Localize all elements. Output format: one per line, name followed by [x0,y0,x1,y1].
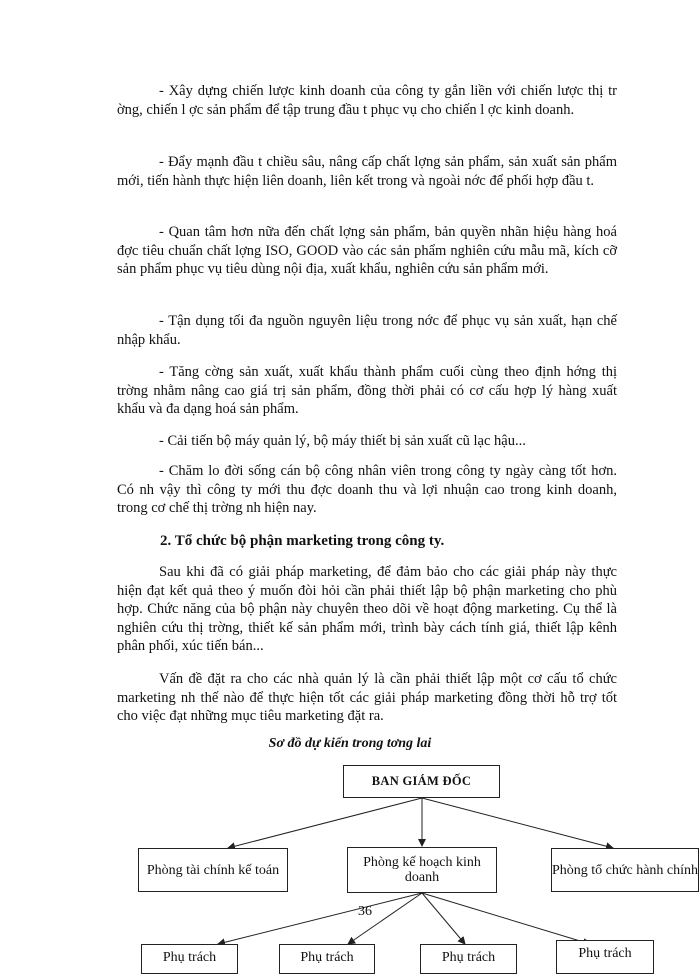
bullet-paragraph-4: - Tận dụng tối đa nguồn nguyên liệu trong nớc để phục vụ sản xuất, hạn chế nhập khẩu. [117,313,617,348]
bullet-paragraph-6: - Cải tiến bộ máy quản lý, bộ máy thiết bị sản xuất cũ lạc hậu... [159,433,526,449]
administration-box: Phòng tổ chức hành chính [551,848,699,892]
connector-to-finance [228,798,422,848]
unit-box-2: Phụ trách [279,944,375,974]
section-heading: 2. Tổ chức bộ phận marketing trong công ty. [160,533,445,549]
page-number: 36 [358,904,372,919]
finance-accounting-box: Phòng tài chính kế toán [138,848,288,892]
connector-to-unit-3 [422,893,465,944]
bullet-paragraph-7: - Chăm lo đời sống cán bộ công nhân viên trong công ty ngày càng tốt hơn. Có nh vậy thì công ty mới thu đợc doanh thu và lợi nhuận cao trong kinh doanh, trong cơ chế thị trờng nh hiện nay. [117,463,617,516]
connector-to-admin [422,798,613,848]
unit-box-4: Phụ trách [556,940,654,974]
body-paragraph-2: Vấn đề đặt ra cho các nhà quản lý là cần phải thiết lập một cơ cấu tổ chức marketing nh thế nào để thực hiện tốt các giải pháp marketing đồng thời hỗ trợ tốt cho việc đạt những mục tiêu marketing đặt ra. [117,671,617,724]
bullet-paragraph-1: - Xây dựng chiến lược kinh doanh của công ty gắn liền với chiến lược thị tr ờng, chiến l ợc sản phẩm để tập trung đầu t phục vụ cho chiến l ợc kinh doanh. [117,83,617,118]
business-planning-box: Phòng kế hoạch kinh doanh [347,847,497,893]
connector-to-unit-4 [422,893,590,944]
bullet-paragraph-3: - Quan tâm hơn nữa đến chất lợng sản phẩm, bản quyền nhãn hiệu hàng hoá đợc tiêu chuẩn chất lợng ISO, GOOD vào các sản phẩm nghiên cứu mẫu mã, kích cỡ sản phẩm phục vụ tiêu dùng nội địa, xuất khẩu, nghiên cứu sản phẩm mới. [117,224,617,277]
board-of-directors-box: BAN GIÁM ĐỐC [343,765,500,798]
bullet-paragraph-5: - Tăng cờng sản xuất, xuất khẩu thành phẩm cuối cùng theo định hớng thị trờng nhằm nâng cao giá trị sản phẩm, đồng thời phải có cơ cấu hợp lý hàng xuất khẩu và đa dạng hoá sản phẩm. [117,364,617,417]
body-paragraph-1: Sau khi đã có giải pháp marketing, để đảm bảo cho các giải pháp này thực hiện đạt kết quả theo ý muốn đòi hỏi cần phải thiết lập bộ phận marketing cho phù hợp. Chức năng của bộ phận này chuyên theo dõi về hoạt động marketing. Cụ thể là nghiên cứu thị trờng, thiết kế sản phẩm mới, trình bày cách tính giá, thiết lập kênh phân phối, xúc tiến bán... [117,564,617,654]
connector-to-unit-1 [218,893,422,944]
unit-box-1: Phụ trách [141,944,238,974]
unit-box-3: Phụ trách [420,944,517,974]
bullet-paragraph-2: - Đẩy mạnh đầu t chiều sâu, nâng cấp chất lợng sản phẩm, sản xuất sản phẩm mới, tiến hành thực hiện liên doanh, liên kết trong và ngoài nớc để phối hợp đầu t. [117,154,617,189]
diagram-title: Sơ đồ dự kiến trong tơng lai [268,736,432,751]
